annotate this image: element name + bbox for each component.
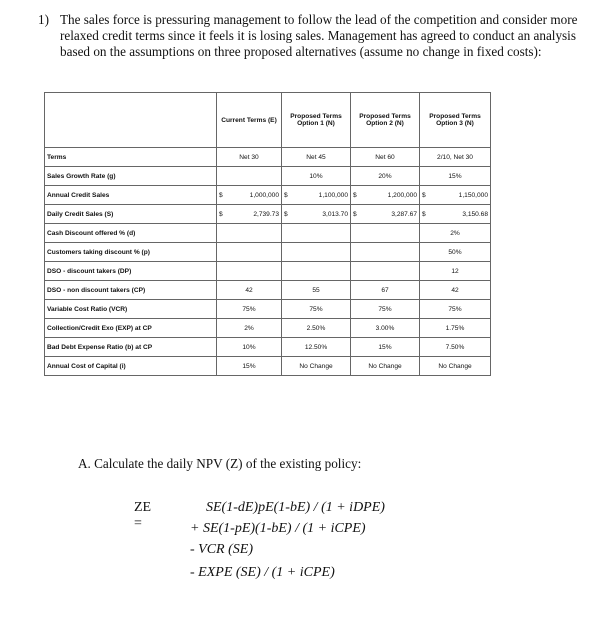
problem-text: The sales force is pressuring management to follow the lead of the competition and consider more relaxed credit terms since it feels it is losing sales. Management has agreed to conduct an analysis based on the assumptions on three proposed alternatives (assume no change in fixed costs): [60, 12, 578, 59]
header-corner [45, 93, 217, 148]
row-label: Sales Growth Rate (g) [45, 167, 217, 186]
table-cell [217, 205, 282, 224]
row-label: Cash Discount offered % (d) [45, 224, 217, 243]
row-label: Annual Credit Sales [45, 186, 217, 205]
table-cell: 12 [420, 262, 491, 281]
row-label: Terms [45, 148, 217, 167]
table-cell: 55 [282, 281, 351, 300]
table-cell: 2% [420, 224, 491, 243]
table-cell [351, 243, 420, 262]
row-label: Bad Debt Expense Ratio (b) at CP [45, 338, 217, 357]
table-cell: 20% [351, 167, 420, 186]
row-label: Variable Cost Ratio (VCR) [45, 300, 217, 319]
formula-line-1: SE(1-dE)pE(1-bE) / (1 + iDPE) [206, 500, 385, 515]
table-cell [420, 186, 491, 205]
currency-symbol: $ [353, 210, 357, 218]
currency-symbol: $ [422, 210, 426, 218]
table-row [45, 338, 491, 357]
table-row [45, 262, 491, 281]
table-cell: 10% [217, 338, 282, 357]
currency-symbol: $ [219, 191, 223, 199]
cell-value: 1,000,000 [249, 191, 279, 199]
table-cell: 75% [420, 300, 491, 319]
table-cell: No Change [420, 357, 491, 376]
table-cell: 15% [351, 338, 420, 357]
table-row [45, 224, 491, 243]
currency-symbol: $ [219, 210, 223, 218]
column-header: Proposed Terms Option 3 (N) [420, 93, 491, 148]
row-label: DSO - discount takers (DP) [45, 262, 217, 281]
table-cell [351, 186, 420, 205]
assumptions-table [44, 92, 491, 376]
table-row [45, 205, 491, 224]
table-cell: 42 [217, 281, 282, 300]
formula-label: ZE = [134, 500, 152, 531]
table-cell: No Change [351, 357, 420, 376]
row-label: Customers taking discount % (p) [45, 243, 217, 262]
currency-symbol: $ [353, 191, 357, 199]
row-label: DSO - non discount takers (CP) [45, 281, 217, 300]
table-cell: 12.50% [282, 338, 351, 357]
row-label: Daily Credit Sales (S) [45, 205, 217, 224]
cell-value: 1,150,000 [458, 191, 488, 199]
cell-value: 3,013.70 [322, 210, 348, 218]
formula-line-2: + SE(1-pE)(1-bE) / (1 + iCPE) [190, 521, 366, 536]
table-cell: No Change [282, 357, 351, 376]
column-header: Current Terms (E) [217, 93, 282, 148]
table-cell: 75% [282, 300, 351, 319]
table-cell [282, 186, 351, 205]
table-cell: 2/10, Net 30 [420, 148, 491, 167]
table-header-row [45, 93, 491, 148]
table-cell [282, 243, 351, 262]
formula-line-3: - VCR (SE) [190, 542, 253, 557]
currency-symbol: $ [284, 210, 288, 218]
currency-symbol: $ [422, 191, 426, 199]
table-cell [217, 262, 282, 281]
table-cell: Net 45 [282, 148, 351, 167]
table-row [45, 319, 491, 338]
problem-statement [38, 12, 580, 60]
row-label: Collection/Credit Exo (EXP) at CP [45, 319, 217, 338]
table-row [45, 357, 491, 376]
table-row [45, 148, 491, 167]
table-cell: 75% [217, 300, 282, 319]
column-header: Proposed Terms Option 1 (N) [282, 93, 351, 148]
table-cell: 7.50% [420, 338, 491, 357]
table-cell [351, 224, 420, 243]
table-cell: Net 60 [351, 148, 420, 167]
table-cell [282, 224, 351, 243]
cell-value: 1,100,000 [318, 191, 348, 199]
row-label: Annual Cost of Capital (i) [45, 357, 217, 376]
table-cell: 50% [420, 243, 491, 262]
table-cell [217, 167, 282, 186]
table-cell [217, 224, 282, 243]
cell-value: 3,287.67 [391, 210, 417, 218]
currency-symbol: $ [284, 191, 288, 199]
table-cell [282, 205, 351, 224]
table-cell: 3.00% [351, 319, 420, 338]
table-row [45, 281, 491, 300]
formula-line-4: - EXPE (SE) / (1 + iCPE) [190, 565, 335, 580]
table-cell [420, 205, 491, 224]
table-row [45, 167, 491, 186]
table-cell: 2.50% [282, 319, 351, 338]
table-cell: 42 [420, 281, 491, 300]
column-header: Proposed Terms Option 2 (N) [351, 93, 420, 148]
table-cell: 2% [217, 319, 282, 338]
table-cell: 75% [351, 300, 420, 319]
table-cell [217, 243, 282, 262]
table-cell: 67 [351, 281, 420, 300]
table-cell [351, 205, 420, 224]
table-cell [351, 262, 420, 281]
table-cell: 15% [217, 357, 282, 376]
part-a-question: A. Calculate the daily NPV (Z) of the existing policy: [78, 456, 362, 471]
table-row [45, 243, 491, 262]
table-cell [282, 262, 351, 281]
table-cell: 15% [420, 167, 491, 186]
table-cell: 10% [282, 167, 351, 186]
table-cell: 1.75% [420, 319, 491, 338]
problem-number: 1) [38, 12, 49, 27]
cell-value: 1,200,000 [387, 191, 417, 199]
table-cell: Net 30 [217, 148, 282, 167]
table-row [45, 186, 491, 205]
cell-value: 3,150.68 [462, 210, 488, 218]
cell-value: 2,739.73 [253, 210, 279, 218]
table-row [45, 300, 491, 319]
table-cell [217, 186, 282, 205]
